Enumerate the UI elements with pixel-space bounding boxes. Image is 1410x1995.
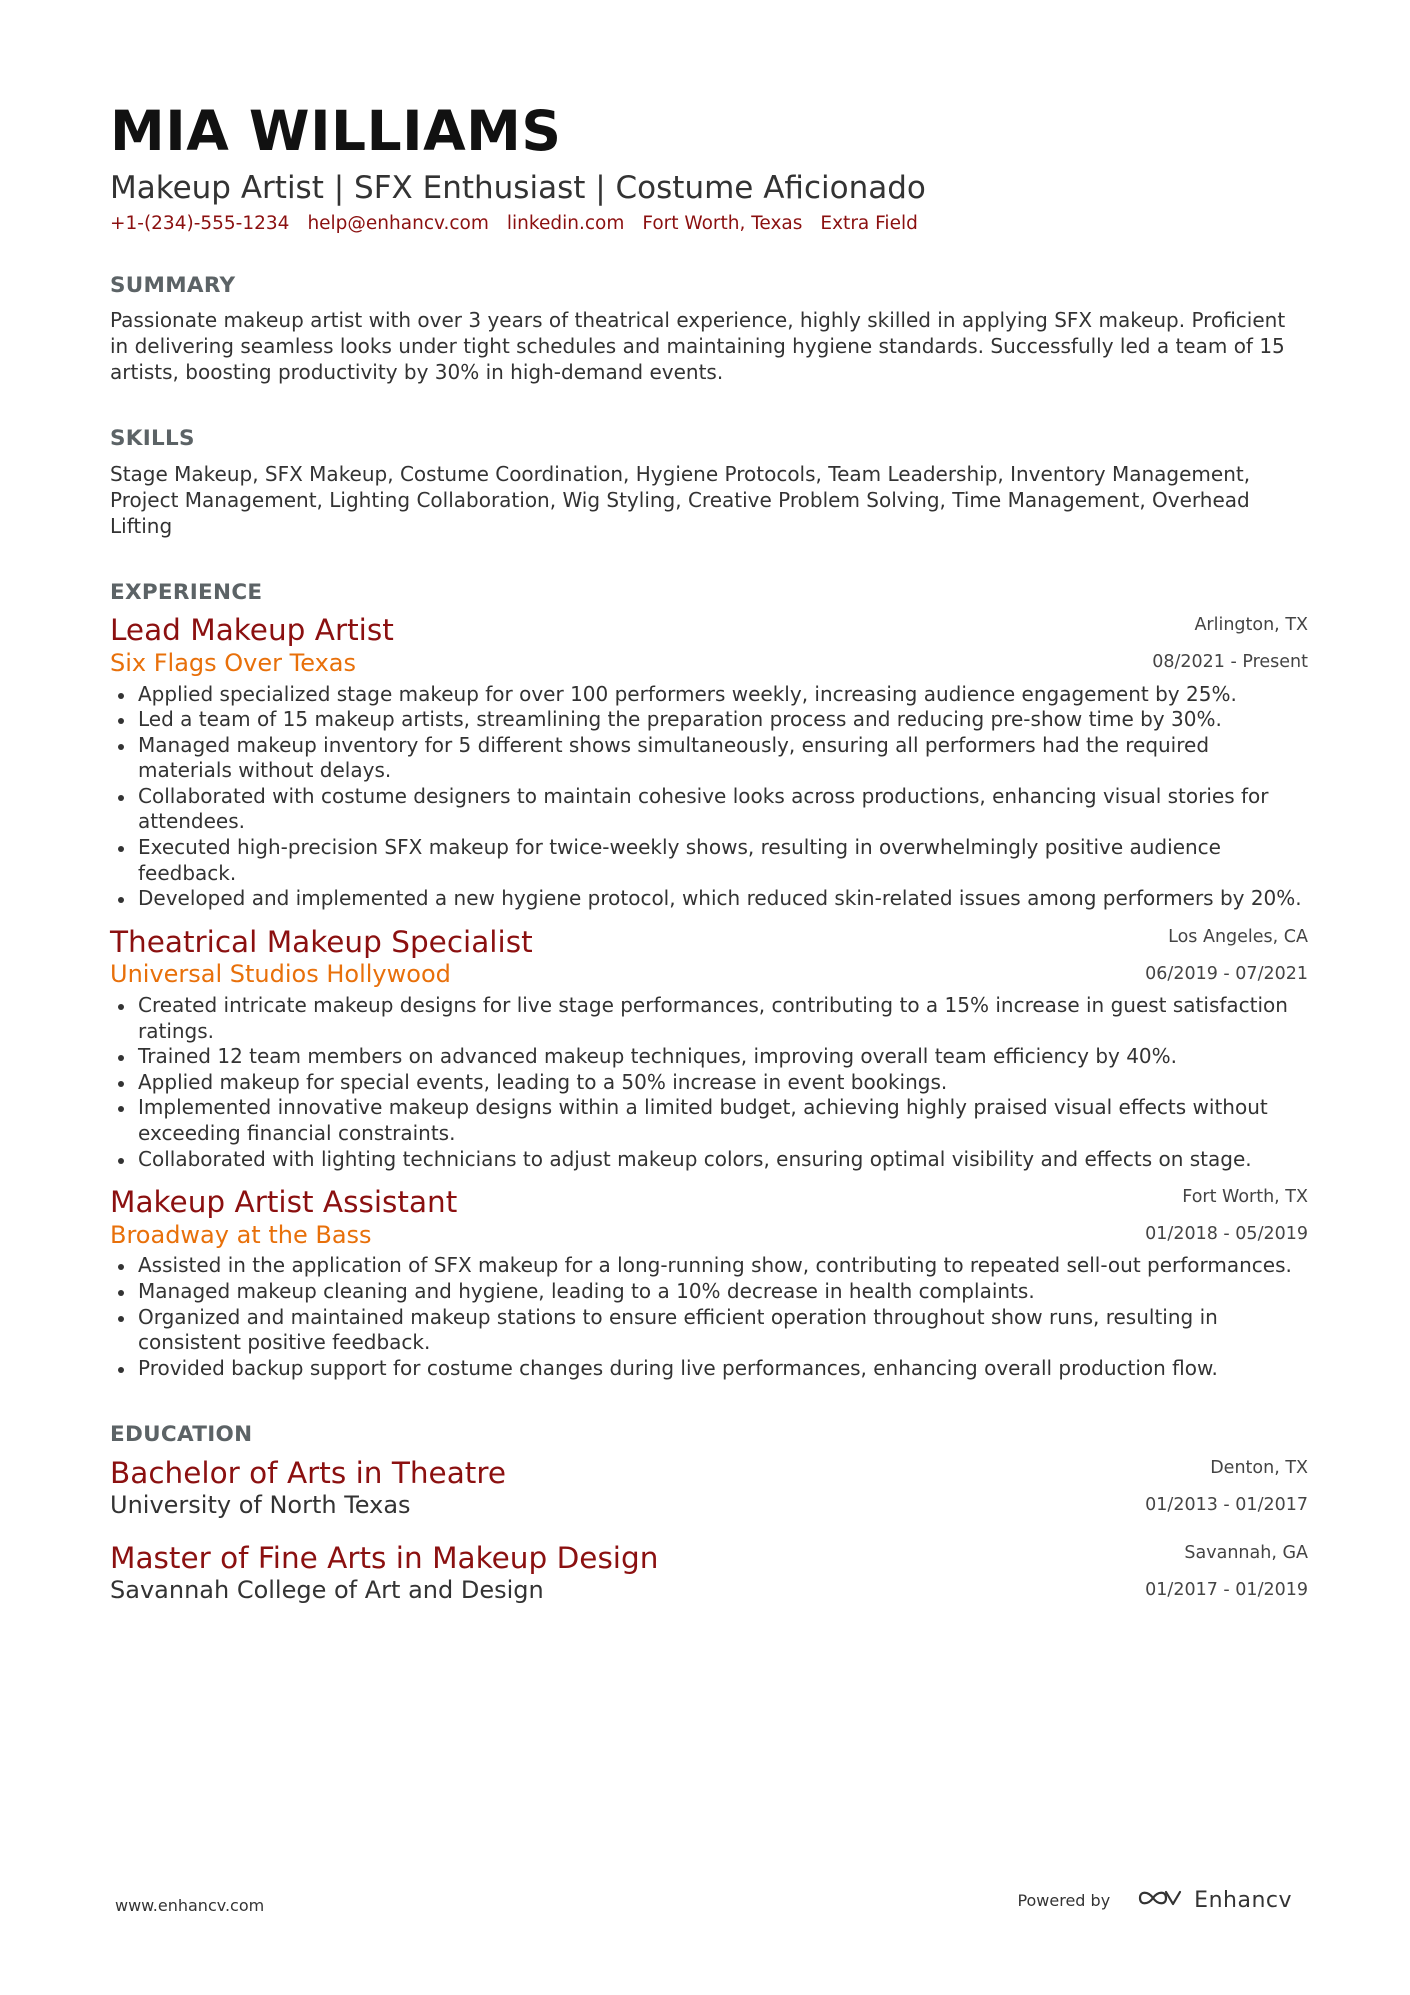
job-bullets — [110, 1253, 1308, 1381]
education-location: Denton, TX — [1210, 1457, 1308, 1478]
bullet-item: Collaborated with lighting technicians to adjust makeup colors, ensuring optimal visibility and effects on stage. — [110, 1147, 1308, 1173]
degree-title: Master of Fine Arts in Makeup Design — [110, 1541, 659, 1576]
experience-entry — [110, 1185, 1308, 1381]
section-title-education: EDUCATION — [110, 1422, 253, 1448]
job-title: Makeup Artist Assistant — [110, 1185, 458, 1220]
job-company: Broadway at the Bass — [110, 1220, 372, 1249]
education-location: Savannah, GA — [1184, 1543, 1308, 1564]
job-company: Universal Studios Hollywood — [110, 960, 451, 989]
job-bullets — [110, 993, 1308, 1172]
footer-website[interactable]: www.enhancv.com — [115, 1896, 265, 1915]
education-entry — [110, 1456, 1308, 1520]
job-location: Arlington, TX — [1194, 615, 1308, 636]
education-entry — [110, 1541, 1308, 1605]
experience-entry — [110, 613, 1308, 912]
bullet-item: Provided backup support for costume changes during live performances, enhancing overall production flow. — [110, 1356, 1308, 1382]
school-name: Savannah College of Art and Design — [110, 1576, 544, 1605]
job-dates: 06/2019 - 07/2021 — [1145, 963, 1308, 984]
bullet-item: Developed and implemented a new hygiene protocol, which reduced skin-related issues among performers by 20%. — [110, 886, 1308, 912]
bullet-item: Organized and maintained makeup stations to ensure efficient operation throughout show runs, resulting in consistent positive feedback. — [110, 1305, 1308, 1356]
section-title-summary: SUMMARY — [110, 272, 236, 298]
skills-text: Stage Makeup, SFX Makeup, Costume Coordination, Hygiene Protocols, Team Leadership, Inventory Management, Project Management, Lighting Collaboration, Wig Styling, Creative Problem Solving, Time Management, Overhead Lifting — [110, 461, 1251, 538]
bullet-item: Managed makeup cleaning and hygiene, leading to a 10% decrease in health complaints. — [110, 1279, 1308, 1305]
bullet-item: Managed makeup inventory for 5 different shows simultaneously, ensuring all performers had the required materials without delays. — [110, 733, 1308, 784]
brand-name: Enhancv — [1194, 1887, 1292, 1913]
education-section — [110, 1424, 1308, 1605]
bullet-item: Implemented innovative makeup designs within a limited budget, achieving highly praised visual effects without exceeding financial constraints. — [110, 1095, 1308, 1146]
contact-phone[interactable]: +1-(234)-555-1234 — [110, 212, 290, 234]
school-name: University of North Texas — [110, 1491, 411, 1520]
bullet-item: Applied specialized stage makeup for over 100 performers weekly, increasing audience engagement by 25%. — [110, 682, 1308, 708]
experience-section — [110, 579, 1308, 1382]
contact-location: Fort Worth, Texas — [642, 212, 803, 234]
section-title-skills: SKILLS — [110, 426, 195, 452]
enhancv-logo-icon — [1136, 1886, 1182, 1914]
contact-linkedin[interactable]: linkedin.com — [506, 212, 625, 234]
summary-text: Passionate makeup artist with over 3 years of theatrical experience, highly skilled in applying SFX makeup. Proficient in delivering seamless looks under tight schedules and maintaining hygiene standards. Successfully led a team of 15 artists, boosting productivity by 30% in high-demand events. — [110, 308, 1286, 385]
section-title-experience: EXPERIENCE — [110, 579, 263, 605]
bullet-item: Created intricate makeup designs for live stage performances, contributing to a 15% increase in guest satisfaction ratings. — [110, 993, 1308, 1044]
summary-section — [110, 272, 1308, 386]
job-bullets — [110, 682, 1308, 912]
job-company: Six Flags Over Texas — [110, 648, 356, 677]
bullet-item: Collaborated with costume designers to maintain cohesive looks across productions, enhancing visual stories for attendees. — [110, 784, 1308, 835]
job-title: Theatrical Makeup Specialist — [110, 924, 533, 959]
bullet-item: Trained 12 team members on advanced makeup techniques, improving overall team efficiency by 40%. — [110, 1044, 1308, 1070]
job-title: Lead Makeup Artist — [110, 613, 394, 648]
job-location: Fort Worth, TX — [1182, 1187, 1308, 1208]
contact-row — [110, 213, 1308, 235]
candidate-headline: Makeup Artist | SFX Enthusiast | Costume Aficionado — [110, 170, 926, 206]
contact-extra-field: Extra Field — [820, 212, 918, 234]
contact-email[interactable]: help@enhancv.com — [307, 212, 489, 234]
bullet-item: Applied makeup for special events, leading to a 50% increase in event bookings. — [110, 1070, 1308, 1096]
bullet-item: Led a team of 15 makeup artists, streamlining the preparation process and reducing pre-show time by 30%. — [110, 707, 1308, 733]
education-dates: 01/2013 - 01/2017 — [1145, 1494, 1308, 1515]
skills-section — [110, 428, 1308, 539]
resume-page — [110, 92, 1308, 1605]
job-location: Los Angeles, CA — [1168, 926, 1308, 947]
education-dates: 01/2017 - 01/2019 — [1145, 1580, 1308, 1601]
experience-entry — [110, 925, 1308, 1172]
degree-title: Bachelor of Arts in Theatre — [110, 1455, 506, 1490]
candidate-name: MIA WILLIAMS — [110, 99, 562, 163]
job-dates: 01/2018 - 05/2019 — [1145, 1224, 1308, 1245]
bullet-item: Executed high-precision SFX makeup for twice-weekly shows, resulting in overwhelmingly positive audience feedback. — [110, 835, 1308, 886]
job-dates: 08/2021 - Present — [1152, 652, 1308, 673]
resume-header — [110, 99, 1308, 235]
bullet-item: Assisted in the application of SFX makeup for a long-running show, contributing to repeated sell-out performances. — [110, 1253, 1308, 1279]
footer-branding — [1017, 1886, 1292, 1914]
powered-by-label: Powered by — [1017, 1890, 1111, 1910]
